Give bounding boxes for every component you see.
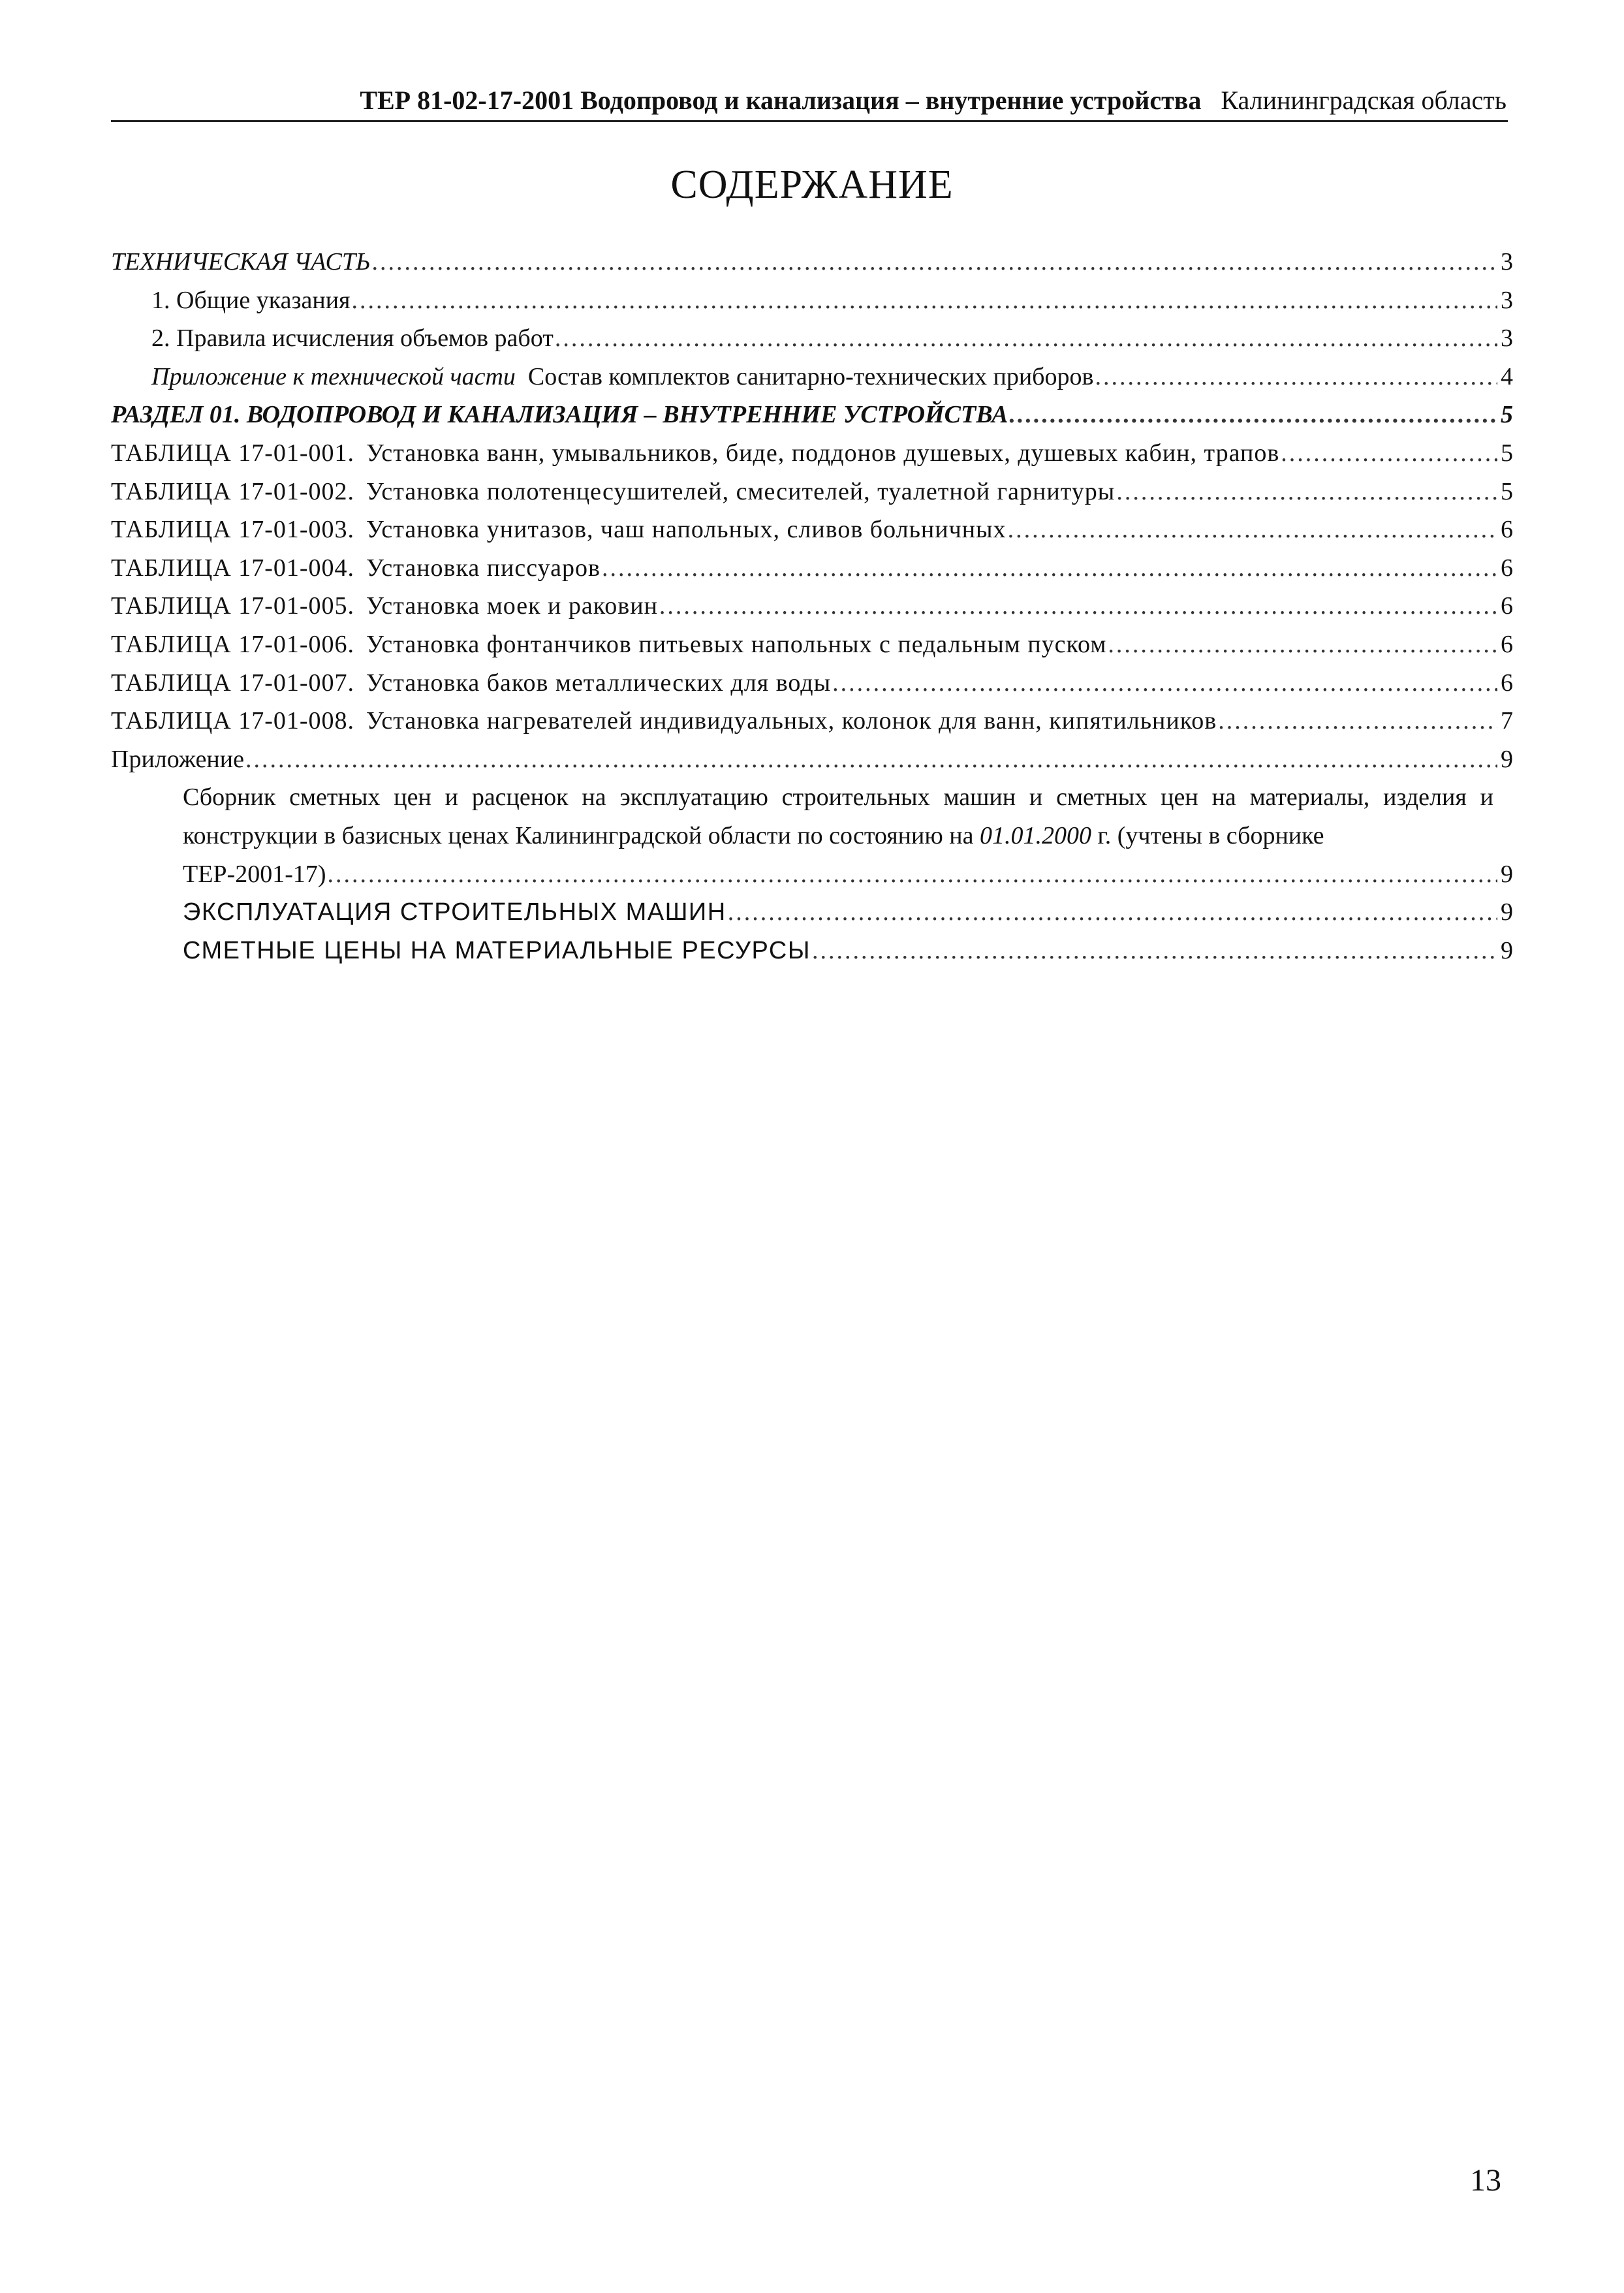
toc-entry-label: Установка ванн, умывальников, биде, поддонов душевых, душевых кабин, трапов [366, 439, 1280, 467]
toc-entry-label: ТЕХНИЧЕСКАЯ ЧАСТЬ [111, 248, 371, 276]
toc-entry-label: 2. Правила исчисления объемов работ [151, 324, 554, 353]
dot-leader [728, 893, 1497, 932]
toc-entry-label: ЭКСПЛУАТАЦИЯ СТРОИТЕЛЬНЫХ МАШИН [183, 898, 726, 926]
toc-page-number: 5 [1501, 439, 1513, 467]
toc-entry-table[interactable] [111, 511, 1513, 549]
toc-entry-table[interactable] [111, 587, 1513, 625]
table-code: ТАБЛИЦА 17-01-006. [111, 630, 355, 658]
toc-page-number: 6 [1501, 554, 1513, 582]
dot-leader [371, 243, 1497, 281]
toc-entry-label: Установка полотенцесушителей, смесителей, туалетной гарнитуры [366, 477, 1116, 505]
toc-entry-label: Состав комплектов санитарно-технических приборов [527, 362, 1094, 390]
toc-entry-table[interactable] [111, 664, 1513, 703]
dot-leader [352, 281, 1497, 320]
collection-text-end: г. (учтены в сборнике [1097, 821, 1324, 849]
toc-page-number: 6 [1501, 592, 1513, 620]
toc-page-number: 3 [1501, 248, 1513, 276]
header-document-title: ТЕР 81-02-17-2001 Водопровод и канализация – внутренние устройства [360, 86, 1202, 115]
toc-entry-table[interactable] [111, 702, 1513, 740]
table-code: ТАБЛИЦА 17-01-007. [111, 669, 355, 697]
dot-leader [328, 855, 1497, 894]
dot-leader [1108, 625, 1497, 664]
toc-entry-label: РАЗДЕЛ 01. ВОДОПРОВОД И КАНАЛИЗАЦИЯ – ВНУТРЕННИЕ УСТРОЙСТВА [111, 401, 1008, 429]
dot-leader [555, 319, 1497, 358]
toc-entry-table[interactable] [111, 434, 1513, 473]
toc-entry-label: СМЕТНЫЕ ЦЕНЫ НА МАТЕРИАЛЬНЫЕ РЕСУРСЫ [183, 936, 811, 964]
toc-page-number: 3 [1501, 286, 1513, 314]
dot-leader [1116, 473, 1497, 511]
toc-entry-section-01[interactable] [111, 396, 1513, 434]
toc-entry-tech-part[interactable] [111, 243, 1513, 281]
dot-leader [1095, 358, 1497, 396]
toc-entry-label: 1. Общие указания [151, 286, 351, 314]
dot-leader [1009, 396, 1497, 434]
toc-page-number: 3 [1501, 324, 1513, 353]
toc-page-number: 6 [1501, 630, 1513, 658]
header-region: Калининградская область [1221, 86, 1507, 115]
page-number: 13 [1470, 2163, 1501, 2198]
dot-leader [1281, 434, 1497, 473]
dot-leader [1008, 511, 1497, 549]
running-header [111, 84, 1507, 118]
toc-page-number: 9 [1501, 745, 1513, 773]
toc-entry-label: Установка фонтанчиков питьевых напольных с педальным пуском [366, 630, 1107, 658]
collection-date: 01.01.2000 [979, 821, 1091, 849]
table-code: ТАБЛИЦА 17-01-005. [111, 592, 355, 620]
dot-leader [602, 549, 1497, 588]
toc-entry-label: Установка писсуаров [366, 554, 601, 582]
header-rule [111, 120, 1508, 122]
dot-leader [1218, 702, 1497, 740]
table-code: ТАБЛИЦА 17-01-008. [111, 707, 355, 735]
toc-page-number: 4 [1501, 362, 1513, 390]
toc-page-number: 5 [1501, 477, 1513, 505]
toc-entry-appendix-tech[interactable] [111, 358, 1513, 396]
table-code: ТАБЛИЦА 17-01-003. [111, 516, 355, 544]
table-code: ТАБЛИЦА 17-01-001. [111, 439, 355, 467]
toc-entry-label: Установка баков металлических для воды [366, 669, 832, 697]
toc-page-number: 5 [1501, 401, 1513, 429]
dot-leader [812, 932, 1497, 970]
toc-entry-collection-description[interactable] [111, 778, 1513, 855]
toc-page-number: 9 [1501, 898, 1513, 926]
toc-entry-machines[interactable] [111, 893, 1513, 932]
table-code: ТАБЛИЦА 17-01-002. [111, 477, 355, 505]
toc-page-number: 9 [1501, 936, 1513, 964]
toc-entry-appendix[interactable] [111, 740, 1513, 779]
toc-entry-general[interactable] [111, 281, 1513, 320]
dot-leader [832, 664, 1497, 703]
toc-entry-collection-last-line[interactable] [111, 855, 1513, 894]
toc-entry-rules[interactable] [111, 319, 1513, 358]
dot-leader [245, 740, 1497, 779]
toc-entry-table[interactable] [111, 625, 1513, 664]
collection-text: Сборник сметных цен и расценок на эксплуатацию строительных машин и сметных цен на материалы, изделия и конструкции в базисных ценах Калининградской области по состоянию на [183, 783, 1493, 849]
toc-entry-table[interactable] [111, 473, 1513, 511]
toc-page-number: 7 [1501, 707, 1513, 735]
page-title: СОДЕРЖАНИЕ [670, 163, 954, 207]
toc-entry-label: Установка моек и раковин [366, 592, 658, 620]
toc-entry-materials[interactable] [111, 932, 1513, 970]
toc-entry-prefix: Приложение к технической части [151, 362, 516, 390]
toc-entry-label: Приложение [111, 745, 244, 773]
table-code: ТАБЛИЦА 17-01-004. [111, 554, 355, 582]
dot-leader [659, 587, 1497, 625]
toc-page-number: 9 [1501, 860, 1513, 888]
toc-page-number: 6 [1501, 516, 1513, 544]
toc-entry-label: Установка нагревателей индивидуальных, колонок для ванн, кипятильников [366, 707, 1217, 735]
toc-page-number: 6 [1501, 669, 1513, 697]
toc-entry-label: ТЕР-2001-17) [183, 860, 326, 888]
table-of-contents [111, 243, 1513, 970]
toc-entry-table[interactable] [111, 549, 1513, 588]
toc-entry-label: Установка унитазов, чаш напольных, сливов больничных [366, 516, 1007, 544]
